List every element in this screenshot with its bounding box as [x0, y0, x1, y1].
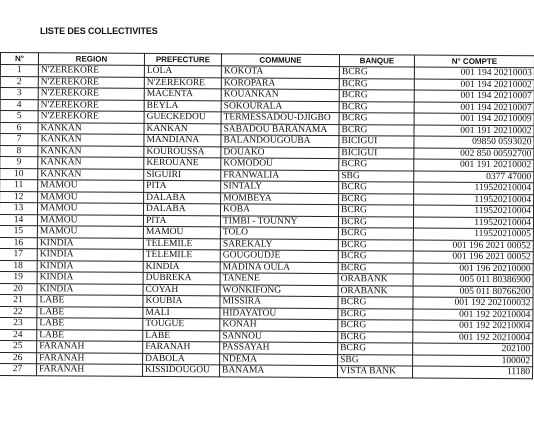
cell-region: KANKAN: [38, 134, 144, 146]
cell-account-number: 202100: [413, 343, 533, 355]
cell-banque: BCRG: [339, 67, 414, 79]
cell-region: FARANAH: [37, 352, 143, 364]
cell-prefecture: TELEMILE: [143, 249, 220, 261]
cell-prefecture: KISSIDOUGOU: [143, 364, 220, 376]
cell-number: 19: [0, 271, 37, 283]
cell-region: KINDIA: [37, 260, 143, 272]
cell-banque: BCRG: [339, 101, 414, 113]
cell-commune: NDEMA: [220, 353, 338, 365]
cell-prefecture: KANKAN: [144, 123, 221, 135]
cell-prefecture: SIGUIRI: [144, 169, 221, 181]
cell-number: 11: [0, 180, 38, 192]
cell-banque: BCRG: [339, 124, 414, 136]
cell-banque: BCRG: [338, 239, 413, 251]
cell-account-number: 119520210004: [414, 205, 534, 217]
cell-number: 13: [0, 203, 38, 215]
cell-commune: KONAH: [220, 319, 338, 331]
cell-account-number: 001 192 202100032: [413, 297, 533, 309]
cell-banque: BCRG: [338, 216, 413, 228]
cell-account-number: 11180: [413, 366, 533, 378]
cell-prefecture: COYAH: [143, 284, 220, 296]
cell-prefecture: KOUROUSSA: [144, 146, 221, 158]
cell-account-number: 005 011 80766200: [413, 286, 533, 298]
cell-prefecture: DALABA: [144, 192, 221, 204]
cell-banque: BCRG: [338, 228, 413, 240]
header-number: N°: [0, 53, 38, 65]
cell-banque: BCRG: [338, 308, 413, 320]
cell-number: 14: [0, 214, 38, 226]
cell-number: 16: [0, 237, 37, 249]
cell-region: MAMOU: [38, 180, 144, 192]
cell-prefecture: DALABA: [144, 203, 221, 215]
cell-commune: SOKOURALA: [221, 100, 339, 112]
cell-prefecture: N'ZEREKORE: [144, 77, 221, 89]
cell-number: 12: [0, 191, 38, 203]
cell-commune: TOLO: [220, 227, 338, 239]
cell-commune: HIDAYATOU: [220, 307, 338, 319]
cell-commune: SANNOU: [220, 330, 338, 342]
cell-account-number: 119520210005: [413, 228, 533, 240]
cell-banque: SBG: [338, 354, 413, 366]
cell-account-number: 001 196 2021 00052: [413, 251, 533, 263]
cell-region: KINDIA: [37, 283, 143, 295]
cell-region: KANKAN: [38, 157, 144, 169]
cell-prefecture: DABOLA: [143, 353, 220, 365]
cell-number: 10: [0, 168, 38, 180]
cell-number: 18: [0, 260, 37, 272]
cell-banque: VISTA BANK: [338, 366, 413, 378]
cell-banque: SBG: [339, 170, 414, 182]
cell-prefecture: KOUBIA: [143, 295, 220, 307]
cell-region: KANKAN: [38, 122, 144, 134]
cell-commune: KOKOTA: [221, 66, 339, 78]
cell-banque: BCRG: [339, 113, 414, 125]
cell-commune: BALANDOUGOUBA: [221, 135, 339, 147]
cell-number: 24: [0, 329, 37, 341]
cell-number: 7: [0, 134, 38, 146]
cell-prefecture: TOUGUE: [143, 318, 220, 330]
cell-number: 23: [0, 317, 37, 329]
cell-commune: TANENE: [220, 273, 338, 285]
cell-account-number: 001 194 20210009: [414, 113, 534, 125]
header-account-number: N° COMPTE: [414, 55, 534, 68]
cell-banque: BCRG: [338, 262, 413, 274]
cell-account-number: 001 191 20210002: [414, 159, 534, 171]
cell-region: MAMOU: [37, 226, 143, 238]
cell-banque: BCRG: [339, 205, 414, 217]
cell-commune: SINTALY: [221, 181, 339, 193]
cell-banque: BCRG: [339, 78, 414, 90]
cell-account-number: 001 194 20210003: [414, 67, 534, 79]
cell-region: MAMOU: [37, 214, 143, 226]
cell-number: 5: [0, 111, 38, 123]
cell-region: KINDIA: [37, 237, 143, 249]
cell-account-number: 001 196 2021 00052: [413, 240, 533, 252]
cell-prefecture: FARANAH: [143, 341, 220, 353]
cell-account-number: 001 194 20210002: [414, 79, 534, 91]
cell-number: 17: [0, 248, 37, 260]
cell-account-number: 09850 0593020: [414, 136, 534, 148]
cell-region: LABE: [37, 295, 143, 307]
cell-prefecture: LABE: [143, 330, 220, 342]
cell-prefecture: TELEMILE: [143, 238, 220, 250]
cell-banque: BCRG: [339, 159, 414, 171]
cell-commune: KOMODOU: [221, 158, 339, 170]
cell-region: FARANAH: [37, 364, 143, 376]
header-prefecture: PREFECTURE: [144, 53, 221, 65]
cell-commune: KOUANKAN: [221, 89, 339, 101]
cell-region: MAMOU: [38, 203, 144, 215]
table-body: [0, 65, 534, 379]
document-title: LISTE DES COLLECTIVITES: [40, 26, 158, 36]
cell-prefecture: DUBREKA: [143, 272, 220, 284]
cell-account-number: 0377 47000: [414, 171, 534, 183]
cell-region: N'ZEREKORE: [38, 111, 144, 123]
cell-number: 20: [0, 283, 37, 295]
cell-commune: FRANWALIA: [221, 169, 339, 181]
cell-commune: SAREKALY: [220, 238, 338, 250]
cell-region: LABE: [37, 329, 143, 341]
cell-region: KINDIA: [37, 249, 143, 261]
cell-commune: DOUAKO: [221, 146, 339, 158]
cell-account-number: 005 011 80386900: [413, 274, 533, 286]
cell-commune: MADINA OULA: [220, 261, 338, 273]
cell-account-number: 119520210004: [414, 182, 534, 194]
cell-prefecture: MAMOU: [143, 226, 220, 238]
cell-banque: BCRG: [339, 182, 414, 194]
cell-commune: BANAMA: [220, 365, 338, 377]
cell-account-number: 001 194 20210007: [414, 102, 534, 114]
cell-prefecture: GUECKEDOU: [144, 111, 221, 123]
cell-number: 15: [0, 225, 37, 237]
cell-account-number: 119520210004: [413, 217, 533, 229]
cell-number: 22: [0, 306, 37, 318]
cell-region: KANKAN: [38, 145, 144, 157]
cell-number: 2: [0, 76, 38, 88]
cell-region: FARANAH: [37, 341, 143, 353]
cell-account-number: 001 192 20210004: [413, 332, 533, 344]
cell-commune: GOUGOUDJE: [220, 250, 338, 262]
cell-account-number: 001 196 20210000: [413, 263, 533, 275]
cell-banque: BCRG: [339, 193, 414, 205]
cell-prefecture: MACENTA: [144, 88, 221, 100]
cell-region: LABE: [37, 306, 143, 318]
cell-banque: BCRG: [338, 331, 413, 343]
cell-account-number: 100002: [413, 355, 533, 367]
cell-region: KINDIA: [37, 272, 143, 284]
cell-prefecture: PITA: [144, 180, 221, 192]
cell-banque: BCRG: [339, 90, 414, 102]
header-banque: BANQUE: [339, 55, 414, 67]
cell-number: 25: [0, 340, 37, 352]
cell-banque: BCRG: [338, 320, 413, 332]
cell-banque: BCRG: [338, 343, 413, 355]
cell-banque: ORABANK: [338, 285, 413, 297]
cell-number: 8: [0, 145, 38, 157]
cell-account-number: 119520210004: [414, 194, 534, 206]
cell-region: N'ZEREKORE: [38, 99, 144, 111]
cell-number: 21: [0, 294, 37, 306]
cell-region: KANKAN: [38, 168, 144, 180]
header-region: REGION: [38, 53, 144, 66]
cell-prefecture: MANDIANA: [144, 134, 221, 146]
cell-region: N'ZEREKORE: [38, 88, 144, 100]
cell-banque: BICIGUI: [339, 147, 414, 159]
cell-commune: KOBA: [221, 204, 339, 216]
cell-number: 4: [0, 99, 38, 111]
cell-commune: KOROPARA: [221, 77, 339, 89]
cell-region: LABE: [37, 318, 143, 330]
cell-account-number: 002 850 00592700: [414, 148, 534, 160]
cell-commune: TERMESSADOU-DJIGBO: [221, 112, 339, 124]
cell-number: 26: [0, 352, 37, 364]
cell-region: MAMOU: [38, 191, 144, 203]
cell-region: N'ZEREKORE: [38, 76, 144, 88]
cell-number: 1: [0, 65, 38, 77]
cell-number: 27: [0, 363, 37, 375]
cell-prefecture: PITA: [143, 215, 220, 227]
cell-commune: WONKIFONG: [220, 284, 338, 296]
cell-prefecture: LOLA: [144, 65, 221, 77]
cell-commune: TIMBI - TOUNNY: [220, 215, 338, 227]
collectivites-table: [0, 52, 534, 379]
cell-number: 9: [0, 157, 38, 169]
cell-region: N'ZEREKORE: [38, 65, 144, 77]
cell-prefecture: KEROUANE: [144, 157, 221, 169]
cell-prefecture: MALI: [143, 307, 220, 319]
cell-account-number: 001 194 20210007: [414, 90, 534, 102]
cell-banque: BCRG: [338, 251, 413, 263]
cell-account-number: 001 192 20210004: [413, 309, 533, 321]
cell-number: 6: [0, 122, 38, 134]
cell-banque: BICIGUI: [339, 136, 414, 148]
cell-banque: ORABANK: [338, 274, 413, 286]
cell-commune: MOMBEYA: [221, 192, 339, 204]
cell-commune: PASSAYAH: [220, 342, 338, 354]
cell-prefecture: KINDIA: [143, 261, 220, 273]
cell-banque: BCRG: [338, 297, 413, 309]
cell-commune: MISSIRA: [220, 296, 338, 308]
cell-commune: SABADOU BARANAMA: [221, 123, 339, 135]
cell-account-number: 001 191 20210002: [414, 125, 534, 137]
cell-account-number: 001 192 20210004: [413, 320, 533, 332]
table-row: [0, 363, 533, 378]
cell-number: 3: [0, 88, 38, 100]
header-commune: COMMUNE: [221, 54, 339, 67]
cell-prefecture: BEYLA: [144, 100, 221, 112]
